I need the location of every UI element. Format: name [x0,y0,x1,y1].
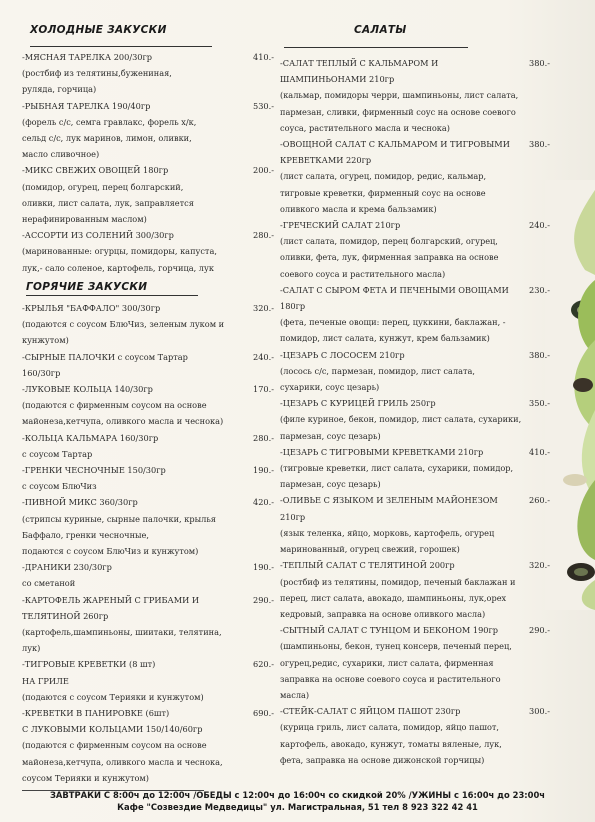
menu-item-name: -АССОРТИ ИЗ СОЛЕНИЙ 300/30гр [22,230,174,241]
menu-item [22,349,272,381]
menu-item-description: подаются с соусом БлюЧиз и кунжутом) [22,546,199,557]
menu-item [280,136,548,217]
menu-item-name: -СТЕЙК-САЛАТ С ЯЙЦОМ ПАШОТ 230гр [280,706,461,717]
menu-item-description: со сметаной [22,578,76,589]
menu-item-name: -ОВОЩНОЙ САЛАТ С КАЛЬМАРОМ И ТИГРОВЫМИ [280,139,510,150]
menu-item-description: (лист салата, огурец, помидор, редис, кальмар, [280,171,487,182]
menu-item-description: (тигровые креветки, лист салата, сухарики, помидор, [280,463,514,474]
menu-item-description: (картофель,шампиньоны, шиитаки, телятина, [22,627,222,638]
menu-item-description: соуса, растительного масла и чеснока) [280,122,450,133]
menu-item-description: (шампиньоны, бекон, тунец консерв, печеный перец, [280,641,512,652]
menu-item-price: 350.- [529,398,550,409]
menu-item-name: -КАРТОФЕЛЬ ЖАРЕНЫЙ С ГРИБАМИ И [22,594,199,605]
menu-item-price: 200.- [253,165,274,176]
menu-item-name: -КОЛЬЦА КАЛЬМАРА 160/30гр [22,432,159,443]
menu-item-price: 320.- [529,560,550,571]
menu-item-price: 190.- [253,465,274,476]
cold-appetizers-heading: ХОЛОДНЫЕ ЗАКУСКИ [30,24,167,36]
menu-item-description: лук,- сало соленое, картофель, горчица, лук [22,262,214,273]
hot-appetizers-list [22,300,272,786]
menu-item-name: -ТИГРОВЫЕ КРЕВЕТКИ (8 шт) [22,659,156,670]
menu-item-description: сухарики, соус цезарь) [280,382,380,393]
menu-item-price: 380.- [529,139,550,150]
cafe-address: Кафе "Созвездие Медведицы" ул. Магистральная, 51 тел 8 923 322 42 41 [117,802,478,812]
menu-item-description: С ЛУКОВЫМИ КОЛЬЦАМИ 150/140/60гр [22,724,203,735]
menu-item [22,494,272,559]
menu-item-name: -ОЛИВЬЕ С ЯЗЫКОМ И ЗЕЛЕНЫМ МАЙОНЕЗОМ [280,495,498,506]
menu-item-description: заправка на основе соевого соуса и растительного [280,673,501,684]
menu-item-description: помидор, лист салата, кунжут, крем бальзамик) [280,333,490,344]
menu-item [22,49,272,98]
menu-item-description: (лосось с/с, пармезан, помидор, лист салата, [280,365,475,376]
menu-item-description: (помидор, огурец, перец болгарский, [22,181,184,192]
menu-item-description: Баффало, гренки чесночные, [22,529,150,540]
menu-item-name: -МИКС СВЕЖИХ ОВОЩЕЙ 180гр [22,165,169,176]
menu-item-description: майонеза,кетчупа, оливкого масла и чеснока, [22,756,223,767]
menu-item [280,347,548,396]
menu-item-description: картофель, авокадо, кунжут, томаты вяленые, лук, [280,738,502,749]
menu-item [22,300,272,349]
menu-item [22,162,272,227]
menu-item-price: 290.- [529,625,550,636]
menu-item-name: -ГРЕЧЕСКИЙ САЛАТ 210гр [280,220,401,231]
menu-item-description: с соусом БлюЧиз [22,481,97,492]
menu-item-description: кедровый, заправка на основе оливкого масла) [280,608,486,619]
menu-item-description: (филе куриное, бекон, помидор, лист салата, сухарики, [280,414,522,425]
menu-item-price: 280.- [253,432,274,443]
menu-item [280,395,548,444]
menu-item-price: 240.- [253,351,274,362]
menu-item-name: -РЫБНАЯ ТАРЕЛКА 190/40гр [22,100,151,111]
menu-item-description: масло сливочное) [22,149,100,160]
salads-heading-rule [284,47,468,48]
menu-item [280,622,548,703]
menu-item [22,592,272,657]
menu-item-description: тигровые креветки, фирменный соус на основе [280,187,486,198]
menu-item-description: (подаются с соусом БлюЧиз, зеленым луком и [22,319,225,330]
menu-item-name: -КРЫЛЬЯ "БАФФАЛО" 300/30гр [22,303,161,313]
menu-item-description: пармезан, соус цезарь) [280,479,381,490]
menu-item-description: соусом Терияки и кунжутом) [22,772,149,783]
menu-item [22,430,272,462]
menu-item-price: 410.- [529,446,550,457]
salads-list [280,55,548,768]
menu-item-name: -ЦЕЗАРЬ С КУРИЦЕЙ ГРИЛЬ 250гр [280,398,436,409]
menu-item-description: ТЕЛЯТИНОЙ 260гр [22,610,109,621]
menu-item-price: 240.- [529,220,550,231]
menu-item-price: 230.- [529,284,550,295]
menu-item-description: ШАМПИНЬОНАМИ 210гр [280,74,395,85]
hot-appetizers-heading: ГОРЯЧИЕ ЗАКУСКИ [26,281,148,293]
menu-item-description: пармезан, сливки, фирменный соус на основе соевого [280,106,516,117]
menu-item-description: 160/30гр [22,367,61,378]
menu-item-description: с соусом Тартар [22,448,93,459]
menu-item-description: (подаются с фирменным соусом на основе [22,740,207,751]
menu-item-name: -ЛУКОВЫЕ КОЛЬЦА 140/30гр [22,384,153,395]
menu-item-price: 170.- [253,384,274,395]
menu-item-description: оливки, фета, лук, фирменная заправка на основе [280,252,499,263]
cold-heading-rule [30,46,212,47]
menu-item-description: (кальмар, помидоры черри, шампиньоны, лист салата, [280,90,519,101]
menu-item-price: 380.- [529,58,550,68]
menu-item-description: нерафинированным маслом) [22,214,147,225]
menu-item [22,559,272,591]
menu-item-description: маринованный, огурец свежий, горошек) [280,544,460,555]
menu-item [22,656,272,705]
menu-item-name: -МЯСНАЯ ТАРЕЛКА 200/30гр [22,52,153,62]
menu-item [22,381,272,430]
menu-item-description: (ростбиф из телятины,бужениная, [22,68,172,79]
menu-item [280,492,548,557]
menu-item-price: 290.- [253,594,274,605]
menu-item-name: -ГРЕНКИ ЧЕСНОЧНЫЕ 150/30гр [22,465,166,476]
menu-item-name: -ЦЕЗАРЬ С ЛОСОСЕМ 210гр [280,349,405,360]
menu-item [280,55,548,136]
menu-item [22,227,272,276]
menu-item-price: 280.- [253,230,274,241]
menu-item-description: оливки, лист салата, лук, заправляется [22,197,194,208]
menu-item-price: 260.- [529,495,550,506]
menu-item-description: НА ГРИЛЕ [22,675,69,686]
menu-item-description: (форель с/с, семга гравлакс, форель х/к, [22,116,197,127]
menu-item-name: -САЛАТ ТЕПЛЫЙ С КАЛЬМАРОМ И [280,58,439,68]
menu-item-description: (фета, печеные овощи: перец, цуккини, баклажан, - [280,317,506,328]
menu-item-price: 190.- [253,562,274,573]
menu-item-description: лук) [22,643,41,654]
menu-item-price: 690.- [253,708,274,719]
salads-heading: САЛАТЫ [354,24,407,36]
cold-appetizers-list [22,49,272,276]
menu-item-description: 210гр [280,511,306,522]
menu-item-description: КРЕВЕТКАМИ 220гр [280,155,372,166]
menu-item-name: -СЫТНЫЙ САЛАТ С ТУНЦОМ И БЕКОНОМ 190гр [280,625,499,636]
menu-item-price: 300.- [529,706,550,717]
menu-item-name: -САЛАТ С СЫРОМ ФЕТА И ПЕЧЕНЫМИ ОВОЩАМИ [280,284,509,295]
menu-item-description: фета, заправка на основе дижонской горчицы) [280,754,485,765]
menu-item-price: 530.- [253,100,274,111]
menu-item-description: (лист салата, помидор, перец болгарский, огурец, [280,236,498,247]
menu-item-name: -КРЕВЕТКИ В ПАНИРОВКЕ (6шт) [22,708,170,719]
menu-item-description: (стрипсы куриные, сырные палочки, крылья [22,513,216,524]
menu-item-price: 410.- [253,52,274,62]
menu-item [280,703,548,768]
menu-item-description: огурец,редис, сухарики, лист салата, фирменная [280,657,494,668]
menu-item [22,705,272,786]
menu-item-description: оливкого масла и крема бальзамик) [280,203,437,214]
menu-item-price: 320.- [253,303,274,313]
menu-item-description: 180гр [280,301,306,312]
menu-item-description: (маринованные: огурцы, помидоры, капуста, [22,246,217,257]
menu-item [22,462,272,494]
menu-item [22,98,272,163]
menu-item-description: майонеза,кетчупа, оливкого масла и чеснока) [22,416,224,427]
menu-item [280,282,548,347]
menu-item-description: перец, лист салата, авокадо, шампиньоны, лук,орех [280,592,507,603]
menu-item-name: -ЦЕЗАРЬ С ТИГРОВЫМИ КРЕВЕТКАМИ 210гр [280,446,484,457]
hot-heading-rule [26,295,198,296]
menu-item-name: -ТЕПЛЫЙ САЛАТ С ТЕЛЯТИНОЙ 200гр [280,560,455,571]
menu-item [280,557,548,622]
menu-item-description: (подаются с соусом Терияки и кунжутом) [22,691,204,702]
menu-item-description: руляда, горчица) [22,84,97,95]
menu-item-description: (язык теленка, яйцо, морковь, картофель, огурец [280,527,495,538]
menu-item-description: кунжутом) [22,335,69,346]
menu-item [280,444,548,493]
menu-item-description: (ростбиф из телятины, помидор, печеный баклажан и [280,576,516,587]
menu-item-price: 620.- [253,659,274,670]
menu-item-description: сельд с/с, лук маринов, лимон, оливки, [22,133,192,144]
menu-item [280,217,548,282]
menu-item-price: 380.- [529,349,550,360]
menu-item-name: -ДРАНИКИ 230/30гр [22,562,112,573]
salad-decoration-image [545,180,595,610]
menu-item-name: -СЫРНЫЕ ПАЛОЧКИ с соусом Тартар [22,351,188,362]
menu-item-price: 420.- [253,497,274,508]
menu-item-description: (курица гриль, лист салата, помидор, яйцо пашот, [280,722,500,733]
menu-item-description: масла) [280,689,310,700]
menu-item-description: (подаются с фирменным соусом на основе [22,400,207,411]
menu-item-name: -ПИВНОЙ МИКС 360/30гр [22,497,138,508]
menu-item-description: пармезан, соус цезарь) [280,430,381,441]
opening-hours: ЗАВТРАКИ С 8:00ч до 12:00ч /ОБЕДЫ с 12:00ч до 16:00ч со скидкой 20% /УЖИНЫ с 16:00ч до 23:00ч [49,790,546,800]
menu-item-description: соевого соуса и растительного масла) [280,268,446,279]
